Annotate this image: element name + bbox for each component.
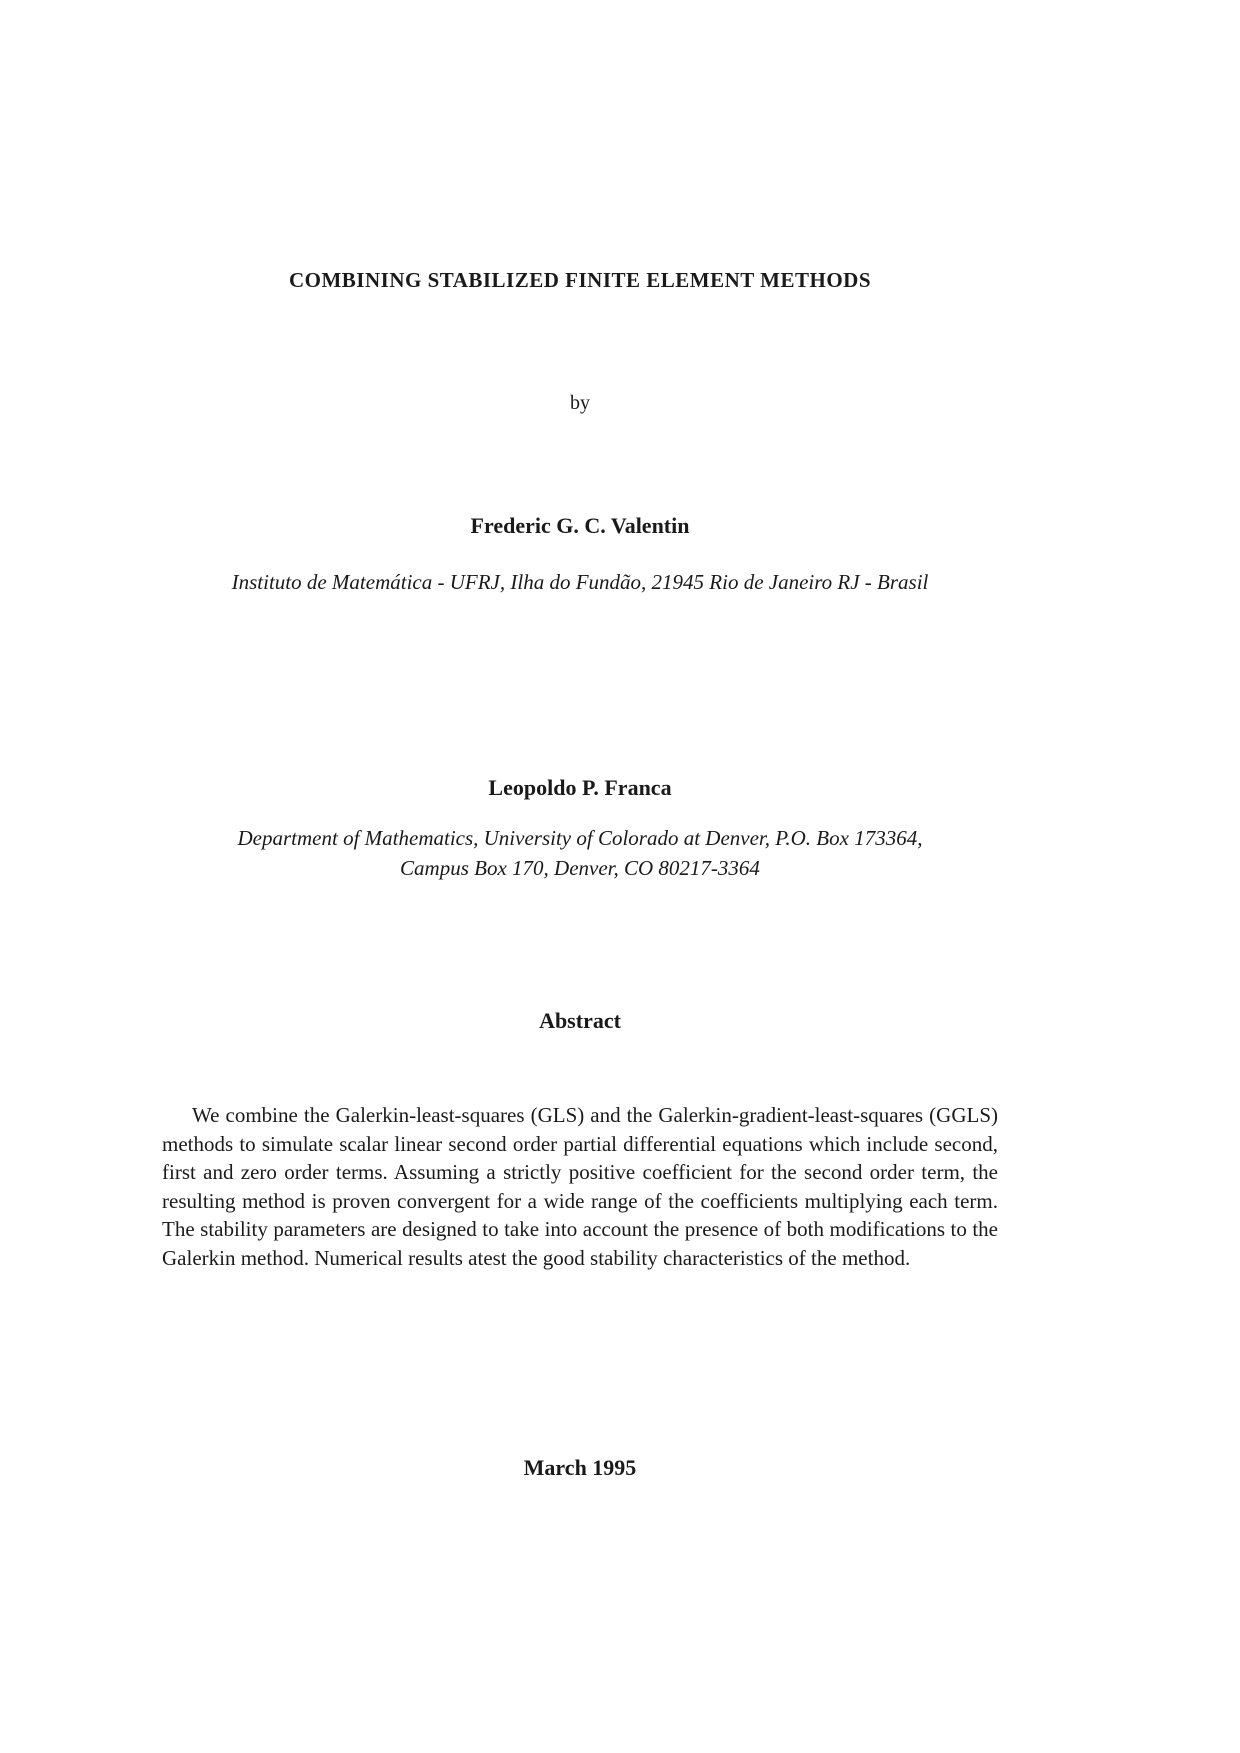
author-name-1: Frederic G. C. Valentin — [470, 513, 690, 538]
abstract-text: We combine the Galerkin-least-squares (GLS) and the Galerkin-gradient-least-squares (GGLS) methods to simulate scalar linear second order partial differential equations which include second, first and zero order terms. Assuming a strictly positive coefficient for the second order term, the resulting method is proven convergent for a wide range of the coefficients multiplying each term. The stability parameters are designed to take into account the presence of both modifications to the Galerkin method. Numerical results atest the good stability characteristics of the method. — [162, 1103, 998, 1270]
affiliation-2-line-2: Campus Box 170, Denver, CO 80217-3364 — [400, 856, 760, 880]
by-label: by — [570, 392, 590, 414]
author-affiliation-2 — [0, 823, 1160, 883]
abstract-heading: Abstract — [539, 1008, 621, 1033]
affiliation-1-line-1: Instituto de Matemática - UFRJ, Ilha do Fundão, 21945 Rio de Janeiro RJ - Brasil — [231, 570, 929, 594]
paper-title: COMBINING STABILIZED FINITE ELEMENT METHODS — [288, 268, 871, 292]
publication-date: March 1995 — [523, 1455, 637, 1480]
author-name-2: Leopoldo P. Franca — [488, 775, 672, 800]
author-affiliation-1 — [0, 567, 1160, 597]
affiliation-2-line-1: Department of Mathematics, University of Colorado at Denver, P.O. Box 173364, — [237, 826, 923, 850]
